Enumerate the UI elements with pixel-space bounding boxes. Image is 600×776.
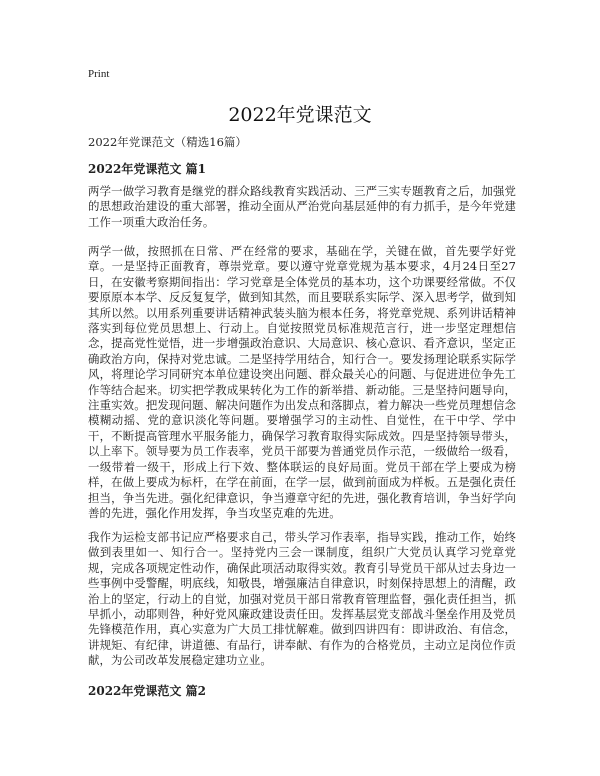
document-title: 2022年党课范文 [228,104,372,126]
print-link[interactable]: Print [88,68,110,80]
paragraph-3: 我作为运检支部书记应严格要求自己，带头学习作表率，指导实践，推动工作，始终做到表里如一、知行合一。坚持党内三会一课制度，组织广大党员认真学习党章党规，完成各项规定性动作，确保此项活动取得实效。教育引导党员干部从过去身边一些事例中受警醒，明底线，知敬畏，增强廉洁自律意识，时刻保持思想上的清醒，政治上的坚定，行动上的自觉，加强对党员干部日常教育管理监督，强化责任担当，抓早抓小，动耶则咎，种好党风廉政建设责任田。发挥基层党支部战斗堡垒作用及党员先锋模范作用，真心实意为广大员工排忧解难。做到四讲四有：即讲政治、有信念，讲规矩、有纪律，讲道德、有品行，讲奉献、有作为的合格党员，主动立足岗位作贡献，为公司改革发展稳定建功立业。 [88,530,516,668]
paragraph-2: 两学一做，按照抓在日常、严在经常的要求，基础在学，关键在做，首先要学好党章。一是坚持正面教育，尊崇党章。要以遵守党章党规为基本要求，4月24日至27日，在安徽考察期间指出：学习党章是全体党员的基本功，这个功课要经常做。不仅要原原本本学、反反复复学，做到知其然，而且要联系实际学、深入思考学，做到知其所以然。以用系列重要讲话精神武装头脑为根本任务，将党章党规、系列讲话精神落实到每位党员思想上、行动上。自觉按照党员标准规范言行，进一步坚定理想信念，提高党性觉悟，进一步增强政治意识、大局意识、核心意识、看齐意识，坚定正确政治方向，保持对党忠诚。二是坚持学用结合，知行合一。要发扬理论联系实际学风，将理论学习同研究本单位建设突出问题、群众最关心的问题、与促进进位争先工作等结合起来。切实把学教成果转化为工作的新举措、新动能。三是坚持问题导向，注重实效。把发现问题、解决问题作为出发点和落脚点，着力解决一些党员理想信念模糊动摇、党的意识淡化等问题。要增强学习的主动性、自觉性，在干中学、学中干，不断提高管理水平服务能力，确保学习教育取得实际成效。四是坚持领导带头，以上率下。领导要为员工作表率，党员干部要为普通党员作示范，一级做给一级看，一级带着一级干，形成上行下效、整体联运的良好局面。党员干部在学上要成为榜样，在做上要成为标杆，在学在前面，在学一层，做到前面成为样板。五是强化责任担当，争当先进。强化纪律意识，争当遵章守纪的先进，强化教育培训，争当好学向善的先进，强化作用发挥，争当攻坚克难的先进。 [88,244,516,520]
section-heading-2: 2022年党课范文 篇2 [88,684,206,698]
paragraph-1: 两学一做学习教育是继党的群众路线教育实践活动、三严三实专题教育之后，加强党的思想政治建设的重大部署，推动全面从严治党向基层延伸的有力抓手，是今年党建工作一项重大政治任务。 [88,184,516,229]
section-heading-1: 2022年党课范文 篇1 [88,162,206,176]
document-subtitle: 2022年党课范文（精选16篇） [88,135,247,149]
